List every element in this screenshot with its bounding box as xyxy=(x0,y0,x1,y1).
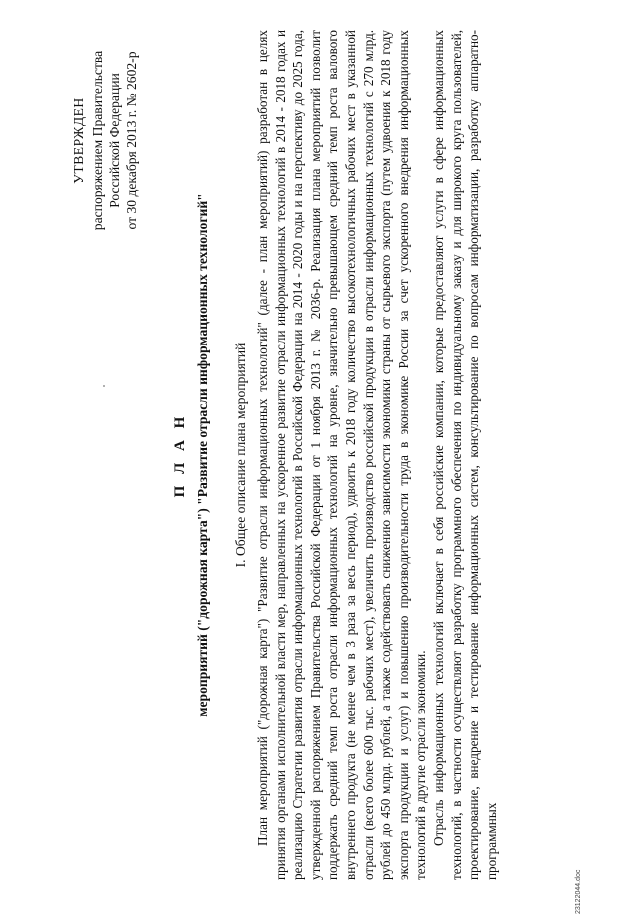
document-title xyxy=(170,30,212,880)
paragraph: Отрасль информационных технологий включает в себя российские компании, которые предоставляют услуги в сфере информационных технологий, в частности осуществляют разработку программного обеспечения по индивидуальному заказу и для широкого круга пользователей, проектирование, внедрение и тестирование информационных систем, консультирование по вопросам информатизации, разработку аппаратно-программных xyxy=(430,30,499,880)
paragraph: План мероприятий ("дорожная карта") "Развитие отрасли информационных технологий" (далее - план мероприятий) разработан в целях принятия органами исполнительной власти мер, направленных на ускоренное развитие отрасли информационных технологий в 2014 - 2018 годах и реализацию Стратегии развития отрасли информационных технологий в Российской Федерации на 2014 - 2020 годы и на перспективу до 2025 года, утвержденной распоряжением Правительства Российской Федерации от 1 ноября 2013 г. № 2036-р. Реализация плана мероприятий позволит поддержать средний темп роста отрасли информационных технологий на уровне, значительно превышающем средний темп роста валового внутреннего продукта (не менее чем в 3 раза за весь период), удвоить к 2018 году количество высокотехнологичных рабочих мест в указанной отрасли (всего более 600 тыс. рабочих мест), увеличить производство российской продукции в отрасли информационных технологий с 270 млрд. рублей до 450 млрд. рублей, а также содействовать снижению зависимости экономики страны от сырьевого экспорта (путем удвоения к 2018 году экспорта продукции и услуг) и повышению производительности труда в экономике России за счет ускоренного внедрения информационных технологий в другие отрасли экономики. xyxy=(255,30,429,880)
section-heading: I. Общее описание плана мероприятий xyxy=(233,342,248,568)
file-code: 23122044.doc xyxy=(575,869,582,914)
approval-heading: УТВЕРЖДЕН xyxy=(71,97,86,184)
approval-line-1: распоряжением Правительства xyxy=(90,50,105,231)
plan-subtitle: мероприятий ("дорожная карта") "Развитие отрасли информационных технологий" xyxy=(195,193,210,717)
approval-stamp xyxy=(70,38,140,243)
approval-line-3: от 30 декабря 2013 г. № 2602-р xyxy=(124,51,139,230)
approval-line-2: Российской Федерации xyxy=(107,73,122,208)
plan-heading: П Л А Н xyxy=(172,412,188,498)
rotated-content xyxy=(70,30,590,914)
document-body xyxy=(254,30,500,880)
